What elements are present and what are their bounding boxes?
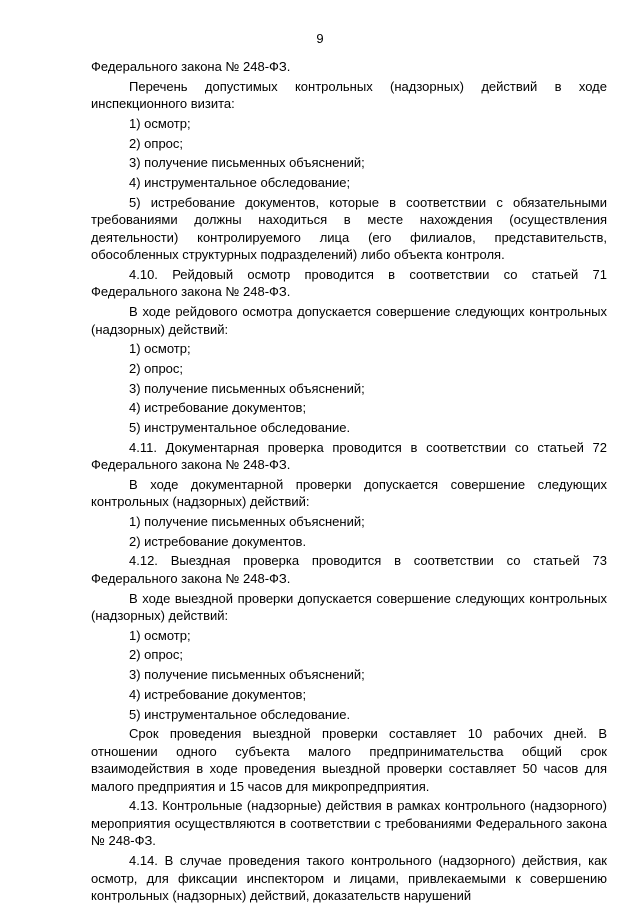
paragraph: В ходе документарной проверки допускается совершение следующих контрольных (надзорных) действий:	[91, 476, 607, 510]
paragraph: 4.14. В случае проведения такого контрольного (надзорного) действия, как осмотр, для фиксации инспектором и лицами, привлекаемыми к совершению контрольных (надзорных) действий, доказательств нарушений	[91, 853, 607, 904]
paragraph: 5) истребование документов, которые в соответствии с обязательными требованиями должны находиться в месте нахождения (осуществления деятельности) контролируемого лица (его филиалов, представительств, обособленных структурных подразделений) либо объекта контроля.	[91, 194, 607, 263]
paragraph: 1) осмотр;	[129, 627, 191, 643]
page-number: 9	[316, 31, 324, 46]
paragraph: 4) истребование документов;	[129, 400, 307, 416]
paragraph: В ходе выездной проверки допускается совершение следующих контрольных (надзорных) действий:	[91, 590, 607, 624]
paragraph: 4.12. Выездная проверка проводится в соответствии со статьей 73 Федерального закона № 248-ФЗ.	[91, 553, 607, 586]
paragraph: 4.10. Рейдовый осмотр проводится в соответствии со статьей 71 Федерального закона № 248-ФЗ.	[91, 266, 607, 300]
paragraph: 4) истребование документов;	[129, 686, 307, 702]
paragraph: Срок проведения выездной проверки составляет 10 рабочих дней. В отношении одного субъекта малого предпринимательства общий срок взаимодействия в ходе проведения выездной проверки составляет 50 часов для малого предприятия и 15 часов для микропредприятия.	[91, 726, 607, 794]
paragraph: В ходе рейдового осмотра допускается совершение следующих контрольных (надзорных) действий:	[91, 304, 607, 337]
paragraph: 1) получение письменных объяснений;	[129, 514, 365, 529]
paragraph: Перечень допустимых контрольных (надзорных) действий в ходе инспекционного визита:	[91, 78, 607, 112]
paragraph: 5) инструментальное обследование.	[129, 419, 351, 435]
paragraph: 2) опрос;	[129, 647, 184, 663]
paragraph: Федерального закона № 248-ФЗ.	[91, 59, 291, 74]
paragraph: 3) получение письменных объяснений;	[129, 667, 365, 683]
paragraph: 1) осмотр;	[129, 341, 191, 357]
paragraph: 1) осмотр;	[129, 115, 191, 131]
paragraph: 4) инструментальное обследование;	[129, 174, 351, 190]
document-body	[91, 58, 607, 907]
paragraph: 2) истребование документов.	[129, 533, 307, 549]
paragraph: 2) опрос;	[129, 360, 184, 376]
paragraph: 4.11. Документарная проверка проводится в соответствии со статьей 72 Федерального закона № 248-ФЗ.	[91, 439, 607, 473]
paragraph: 4.13. Контрольные (надзорные) действия в рамках контрольного (надзорного) мероприятия осуществляются в соответствии с требованиями Федерального закона № 248-ФЗ.	[91, 798, 607, 849]
paragraph: 3) получение письменных объяснений;	[129, 155, 365, 171]
paragraph: 5) инструментальное обследование.	[129, 706, 351, 722]
paragraph: 2) опрос;	[129, 135, 184, 151]
paragraph: 3) получение письменных объяснений;	[129, 380, 365, 396]
